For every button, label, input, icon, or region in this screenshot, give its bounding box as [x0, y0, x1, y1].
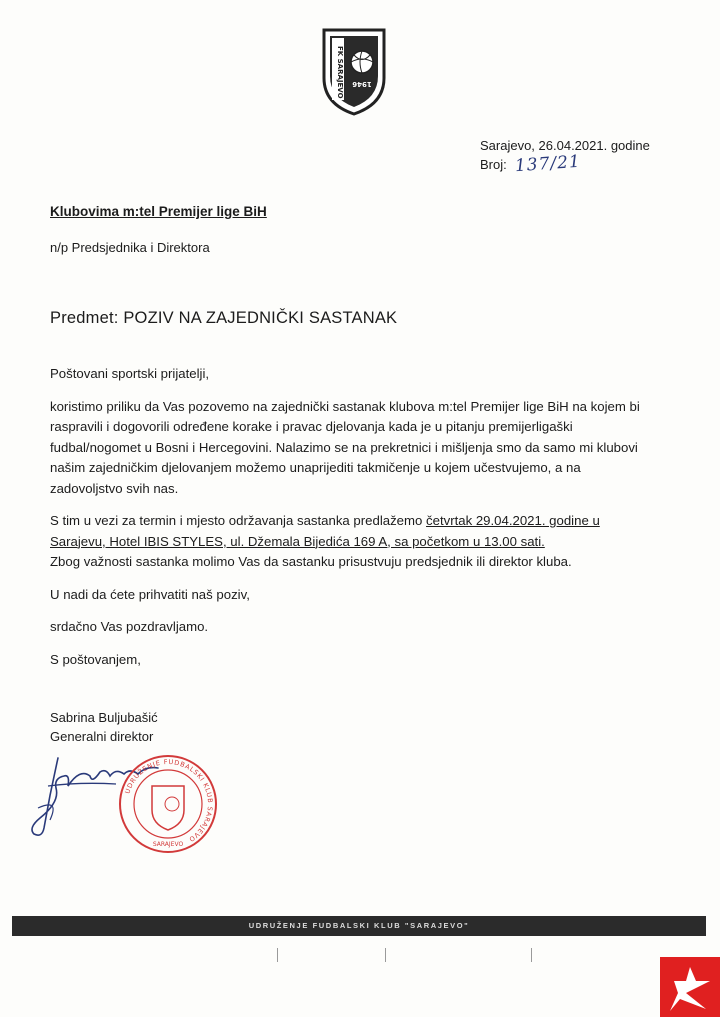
subject-line: Predmet: POZIV NA ZAJEDNIČKI SASTANAK	[50, 309, 398, 327]
watermark-corner-logo	[660, 957, 720, 1017]
svg-text:UDRUŽENJE FUDBALSKI KLUB SARAJ	[123, 758, 214, 844]
document-number-row	[480, 151, 650, 177]
svg-text:FK SARAJEVO: FK SARAJEVO	[336, 46, 344, 99]
letter-body	[50, 364, 650, 682]
meeting-intro: S tim u vezi za termin i mjesto održavanja sastanka predlažemo	[50, 513, 427, 528]
paragraph-4: srdačno Vas pozdravljamo.	[50, 619, 209, 634]
handwritten-number: 137/21	[514, 151, 582, 177]
footer-line-2	[48, 962, 648, 976]
paragraph-2	[50, 511, 650, 573]
club-crest-logo	[318, 26, 390, 116]
paragraph-1: koristimo priliku da Vas pozovemo na zajednički sastanak klubova m:tel Premijer lige BiH na kojem bi raspravili i dogovorili određene korake i pravac djelovanja kada je u pitanju premijerligaški fudbal/nogomet u Bosni i Hercegovini. Nalazimo se na prekretnici i mišljenja smo da samo mi klubovi našim zajedničkim djelovanjem možemo unaprijediti takmičenje u kojem učestvujemo, a na zadovoljstvo svih nas.	[50, 398, 640, 496]
official-stamp	[116, 752, 220, 856]
attention-line: n/p Predsjednika i Direktora	[50, 240, 210, 255]
closing: S poštovanjem,	[50, 651, 141, 667]
paragraph-3: U nadi da ćete prihvatiti naš poziv,	[50, 586, 250, 602]
number-label: Broj:	[480, 157, 507, 172]
city-date: Sarajevo, 26.04.2021. godine	[480, 138, 650, 153]
star-logo-icon	[660, 957, 720, 1017]
recipient: Klubovima m:tel Premijer lige BiH	[50, 204, 267, 219]
signatory-name: Sabrina Buljubašić	[50, 710, 158, 725]
stamp-ring-text: UDRUŽENJE FUDBALSKI KLUB SARAJEVO	[123, 757, 215, 844]
signatory-title: Generalni direktor	[50, 729, 154, 744]
footer-line-1	[48, 948, 648, 962]
greeting: Poštovani sportski prijatelji,	[50, 366, 210, 381]
meeting-details: četvrtak 29.04.2021. godine u Sarajevu, Hotel IBIS STYLES, ul. Džemala Bijedića 169 A, sa početkom u 13.00 sati.	[50, 513, 600, 549]
attendance-request: Zbog važnosti sastanka molimo Vas da sastanku prisustvuju predsjednik ili direktor kluba.	[50, 554, 572, 569]
stamp-city: SARAJEVO	[152, 841, 184, 848]
date-and-number	[480, 136, 650, 177]
footer-contact-lines	[48, 948, 648, 976]
footer-bar: UDRUŽENJE FUDBALSKI KLUB "SARAJEVO"	[12, 916, 706, 936]
svg-text:1946: 1946	[352, 80, 372, 88]
